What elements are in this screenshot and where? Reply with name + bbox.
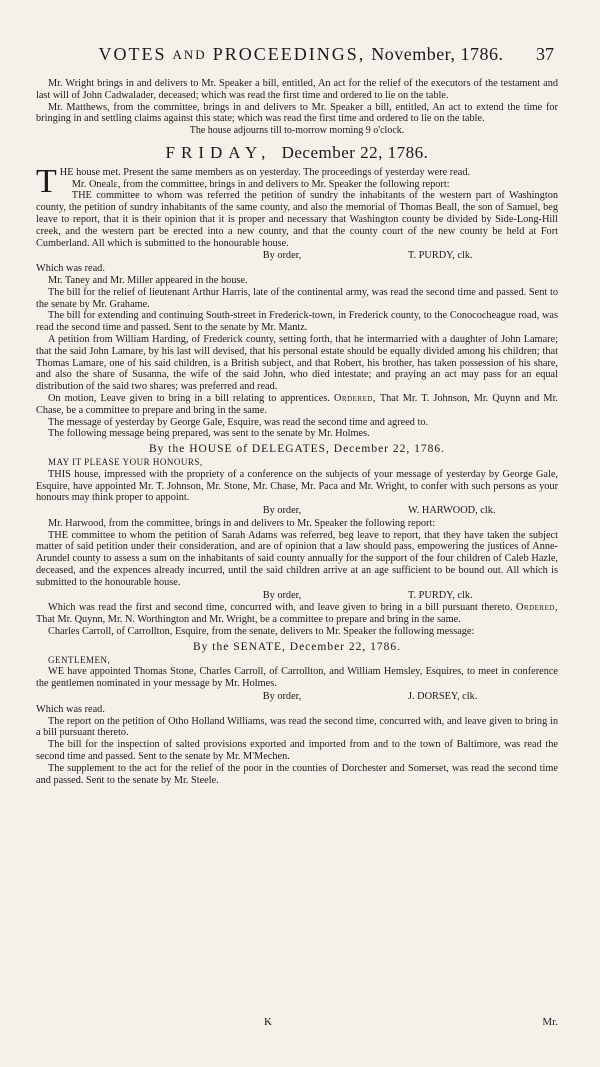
ordered-label: Ordered,: [516, 602, 559, 614]
paragraph-order: [36, 393, 558, 417]
order-text: That Mr. T. Johnson, Mr. Quynn and Mr. Chase, be a committee to prepare and bring in the same.: [36, 392, 559, 416]
page-body: [36, 78, 558, 786]
salutation: GENTLEMEN,: [48, 654, 111, 665]
paragraph: Mr. Matthews, from the committee, brings in and delivers to Mr. Speaker a bill, entitled, An act to extend the time for bringing in and settling claims against this state; which was read the first time and ordered to lie on the table.: [36, 101, 558, 125]
house-of-delegates-heading: By the HOUSE of DELEGATES, December 22, 1786.: [148, 443, 446, 456]
order-text: On motion, Leave given to bring in a bill relating to apprentices.: [48, 392, 330, 404]
paragraph: The message of yesterday by George Gale, Esquire, was read the second time and agreed to.: [48, 416, 429, 428]
paragraph: Which was read.: [36, 263, 105, 275]
paragraph: The bill for the relief of lieutenant Arthur Harris, late of the continental army, was read the second time and passed. Sent to the senate by Mr. Grahame.: [36, 286, 558, 310]
ordered-label: Ordered,: [333, 392, 376, 404]
paragraph: Charles Carroll, of Carrollton, Esquire, from the senate, delivers to Mr. Speaker the following message:: [48, 626, 475, 638]
paragraph: The report on the petition of Otho Holland Williams, was read the second time, concurred with, and leave given to bring in a bill pursuant thereto.: [36, 715, 558, 739]
header-title-proceedings: PROCEEDINGS,: [212, 44, 366, 64]
paragraph: A petition from William Harding, of Frederick county, setting forth, that he intermarried with a daughter of John Lamare; that the said John Lamare, by his last will devised, that his personal estate should be equally divided among his children; that Thomas Lamare, one of his said children, is a British subject, and that Robert, his brother, has taken possession of his share, and also the share of Susanna, the wife of the said John, who died intestate; and praying an act may pass for an equal distribution of the said two shares; was preferred and read.: [36, 333, 558, 393]
day-heading: [36, 142, 558, 162]
day-heading-day: FRIDAY,: [165, 142, 272, 162]
paragraph-order: [36, 602, 558, 626]
page-number: 37: [536, 44, 554, 64]
paragraph: Mr. Taney and Mr. Miller appeared in the house.: [48, 274, 248, 286]
clerk-name: W. HARWOOD, clk.: [408, 505, 496, 517]
catchword: Mr.: [542, 1016, 558, 1028]
by-order-label: By order,: [262, 505, 302, 517]
paragraph: WE have appointed Thomas Stone, Charles Carroll, of Carrollton, and William Hemsley, Esquires, to meet in conference the gentlemen nominated in your message by Mr. Holmes.: [36, 666, 558, 690]
paragraph: Mr. Onealε, from the committee, brings in and delivers to Mr. Speaker the following report:: [71, 178, 450, 190]
paragraph: The bill for the inspection of salted provisions exported and imported from and to the town of Baltimore, was read the second time and passed. Sent to the senate by Mr. M'Mechen.: [36, 739, 558, 763]
adjournment-line: The house adjourns till to-morrow morning 9 o'clock.: [189, 125, 405, 137]
salutation: MAY IT PLEASE YOUR HONOURS,: [48, 456, 203, 467]
signature-block: [36, 505, 558, 517]
paragraph: The following message being prepared, was sent to the senate by Mr. Holmes.: [48, 428, 370, 440]
paragraph: THE committee to whom the petition of Sarah Adams was referred, beg leave to report, that they have taken the subject matter of said petition under their consideration, and are of opinion that a law should pass, empowering the justices of Anne-Arundel county to assess a sum on the inhabitants of said county annually for the support of the four children of Caleb Hazle, deceased, and the expences already incurred, until the said children arrive at an age sufficient to be bound out. All which is submitted to the honourable house.: [36, 529, 558, 588]
by-order-label: By order,: [262, 589, 302, 601]
header-date: November, 1786.: [371, 44, 504, 64]
by-order-label: By order,: [262, 250, 302, 262]
clerk-name: T. PURDY, clk.: [408, 250, 473, 262]
paragraph: Which was read.: [36, 703, 105, 715]
signature-block: [36, 691, 558, 703]
paragraph: The supplement to the act for the relief of the poor in the counties of Dorchester and Somerset, was read the second time and passed. Sent to the senate by Mr. Steele.: [36, 762, 558, 786]
header-title-votes: VOTES: [98, 44, 167, 64]
drop-cap: T: [36, 162, 57, 200]
signature-block: [36, 590, 558, 602]
paragraph: Mr. Harwood, from the committee, brings in and delivers to Mr. Speaker the following report:: [48, 517, 436, 529]
paragraph: THE committee to whom was referred the petition of sundry the inhabitants of the western part of Washington county, the petition of sundry inhabitants of the same county, and also the memorial of Thomas Beall, the son of Samuel, beg leave to report, that it is their opinion that it is proper and necessary that Washington county be divided by Side-Long-Hill creek, and the western part be erected into a new county, and that the county court of the new county be held at Fort Cumberland. All which is submitted to the honourable house.: [36, 190, 558, 249]
signature-mark: K: [264, 1016, 272, 1028]
clerk-name: T. PURDY, clk.: [408, 589, 473, 601]
by-order-label: By order,: [262, 691, 302, 703]
signature-block: [36, 250, 558, 262]
clerk-name: J. DORSEY, clk.: [408, 691, 478, 703]
paragraph: The bill for extending and continuing South-street in Frederick-town, in Frederick county, to the Conococheague road, was read the second time and passed. Sent to the senate by Mr. Mantz.: [36, 310, 558, 334]
paragraph: Mr. Wright brings in and delivers to Mr. Speaker a bill, entitled, An act for the relief of the executors of the testament and last will of John Cadwalader, deceased; which was read the first time and ordered to lie on the table.: [36, 78, 558, 101]
order-text: Which was read the first and second time, concurred with, and leave given to bring in a bill pursuant thereto.: [48, 602, 513, 614]
order-text: That Mr. Quynn, Mr. N. Worthington and Mr. Wright, be a committee to prepare and bring in the same.: [36, 614, 461, 626]
paragraph: THIS house, impressed with the propriety of a conference on the subjects of your message of yesterday by George Gale, Esquire, have appointed Mr. T. Johnson, Mr. Stone, Mr. Chase, Mr. Paca and Mr. Wright, to confer with such persons as your honours may think proper to appoint.: [36, 468, 558, 504]
header-title-and: AND: [172, 47, 207, 62]
opening-text: HE house met. Present the same members as on yesterday. The proceedings of yesterday were read.: [59, 166, 471, 178]
day-heading-date: December 22, 1786.: [281, 142, 429, 162]
senate-heading: By the SENATE, December 22, 1786.: [192, 640, 402, 653]
running-header: [56, 44, 554, 66]
